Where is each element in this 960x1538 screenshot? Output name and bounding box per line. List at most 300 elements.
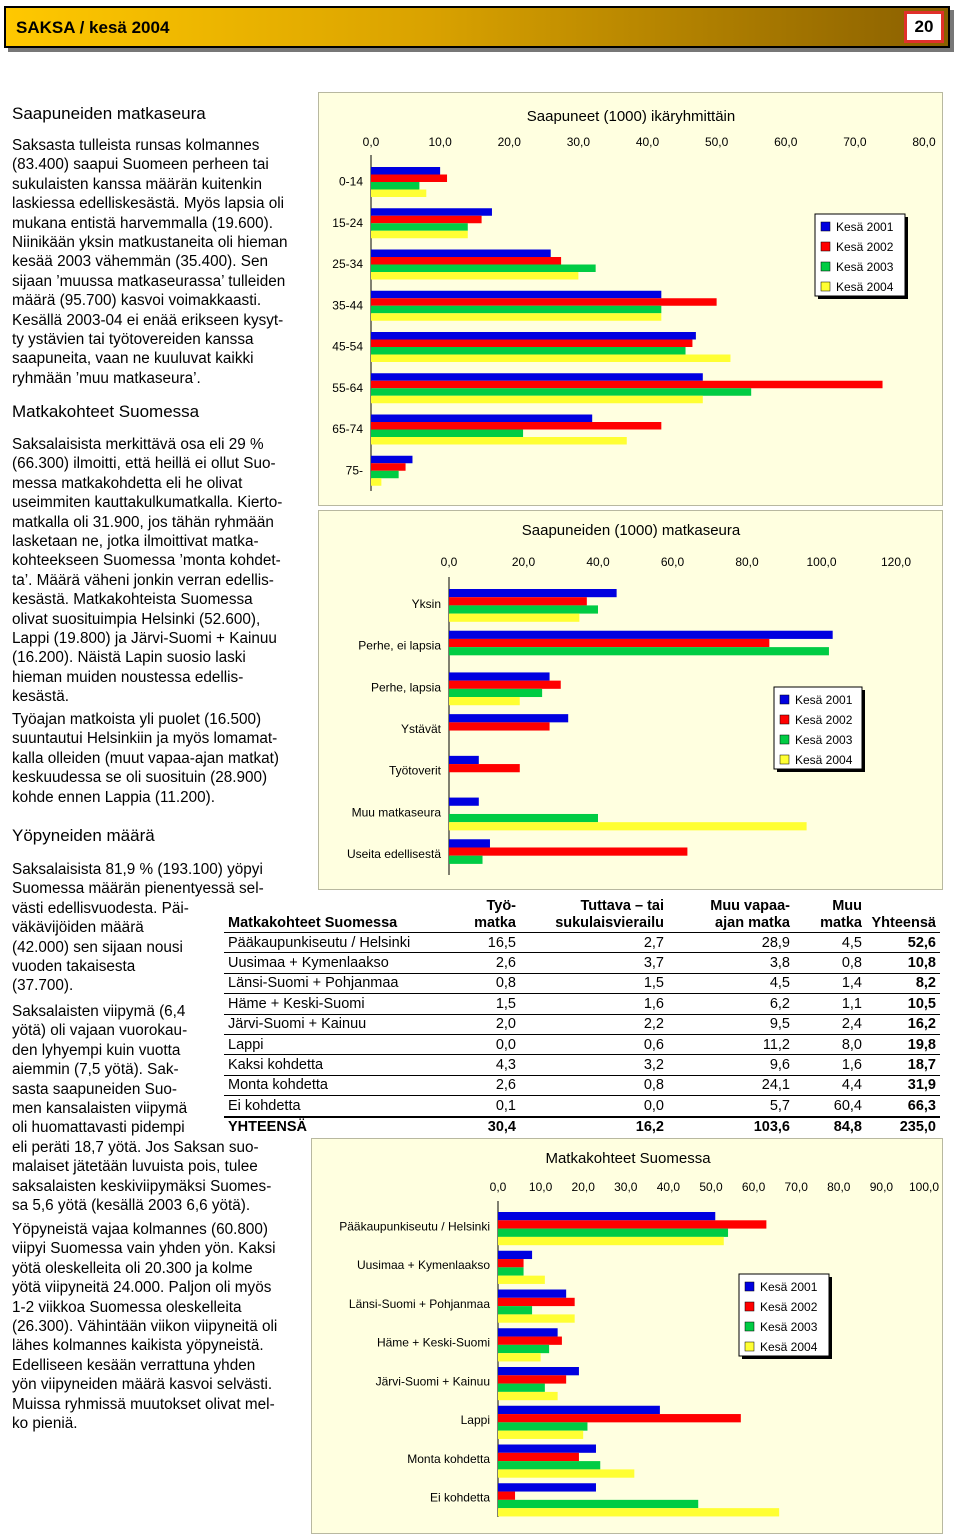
table-cell: 9,5: [668, 1014, 794, 1034]
x-tick-label: 0,0: [489, 1180, 507, 1194]
text-line: Saksalaisista merkittävä osa eli 29 %: [12, 436, 264, 453]
x-tick-label: 20,0: [497, 135, 521, 149]
bar: [498, 1461, 600, 1469]
x-tick-label: 10,0: [428, 135, 452, 149]
bar: [371, 306, 661, 314]
bar: [449, 672, 550, 680]
table-cell: 52,6: [866, 933, 940, 953]
text-yopyneet-viipyma: [12, 1220, 277, 1433]
table-row: [224, 973, 940, 993]
text-line: eli peräti 18,7 yötä. Jos Saksan suo-: [12, 1138, 259, 1156]
table-cell: 10,5: [866, 994, 940, 1014]
text-line: (66.300) ilmoitti, että heillä ei ollut Suo-: [12, 455, 276, 473]
bar: [371, 456, 412, 464]
table-cell: 8,2: [866, 973, 940, 993]
text-line: lähes kolmannes kaikista yöpyneistä.: [12, 1337, 264, 1355]
table-cell: 0,8: [432, 973, 520, 993]
text-line: ko pieniä.: [12, 1415, 78, 1433]
x-tick-label: 0,0: [440, 555, 458, 569]
text-line: Saksasta tulleista runsas kolmannes: [12, 137, 260, 154]
x-tick-label: 40,0: [656, 1180, 681, 1194]
table-cell: 0,6: [520, 1034, 668, 1054]
category-label: 35-44: [332, 298, 363, 313]
legend: [774, 687, 865, 772]
table-cell: 3,7: [520, 953, 668, 973]
bar: [371, 231, 468, 239]
table-cell: 2,2: [520, 1014, 668, 1034]
x-tick-label: 20,0: [511, 555, 536, 569]
text-line: sukulaisten kanssa määrän kuitenkin: [12, 175, 262, 193]
bar: [371, 347, 686, 355]
category-label: Länsi-Suomi + Pohjanmaa: [348, 1296, 490, 1311]
text-line: lasketaan ne, jotka ilmoittivat matka-: [12, 533, 259, 551]
header-title: SAKSA / kesä 2004: [16, 18, 170, 37]
table-row: [224, 994, 940, 1014]
text-line: ta’. Määrä väheni jonkin verran edellis-: [12, 571, 274, 589]
text-line: määrä (95.700) kasvoi voimakkaasti.: [12, 292, 262, 310]
text-line: (16.200). Näistä Lapin suosio laski: [12, 649, 246, 667]
text-line: olivat suosituimpia Helsinki (52.600),: [12, 610, 261, 628]
table-row: [224, 1034, 940, 1054]
text-line: västi edellisvuodesta. Päi-: [12, 899, 189, 917]
legend-shadow: [905, 217, 908, 299]
category-label: Häme + Keski-Suomi: [376, 1335, 490, 1350]
x-tick-label: 80,0: [827, 1180, 851, 1194]
text-line: yötä oleskelleita oli 20.300 ja kolme: [12, 1259, 253, 1277]
page-number: 20: [904, 11, 944, 43]
table-cell: 4,5: [668, 973, 794, 993]
table-row: [224, 933, 940, 953]
legend-swatch: [821, 282, 830, 291]
bar: [371, 422, 661, 430]
table-cell: 1,6: [794, 1055, 866, 1075]
text-line: kohde ennen Lappia (11.200).: [12, 788, 215, 806]
legend: [739, 1274, 832, 1359]
bar: [371, 478, 381, 486]
text-line: viipyi Suomessa vain yhden yön. Kaksi: [12, 1240, 276, 1258]
text-line: yötä) oli vajaan vuorokau-: [12, 1022, 188, 1040]
bar: [449, 856, 483, 864]
bar: [498, 1290, 566, 1298]
legend-label: Kesä 2001: [795, 693, 853, 707]
text-line: useimmiten kauttakulkumatkalla. Kierto-: [12, 494, 283, 512]
bar: [449, 722, 550, 730]
text-line: Edelliseen kesään verrattuna yhden: [12, 1356, 256, 1374]
text-line: (37.700).: [12, 977, 74, 995]
text-line: hieman muiden noustessa edellis-: [12, 668, 244, 686]
text-line: kesää 2003 vähemmän (35.400). Sen: [12, 253, 268, 271]
table-cell: 4,5: [794, 933, 866, 953]
legend-shadow: [829, 1277, 832, 1359]
text-tyoajan-matkat: [12, 710, 279, 807]
table-cell: 1,4: [794, 973, 866, 993]
table-cell: 31,9: [866, 1075, 940, 1095]
text-line: 1-2 viikkoa Suomessa oleskelleita: [12, 1298, 242, 1316]
bar: [371, 257, 561, 265]
text-line: sasta saapuneiden Suo-: [12, 1080, 177, 1098]
table-cell: 24,1: [668, 1075, 794, 1095]
text-line: keskuudessa se oli suosituin (28.900): [12, 769, 268, 787]
table-header-cell: Muu matka: [820, 898, 862, 931]
text-line: ryhmään ’muu matkaseura’.: [12, 369, 201, 387]
legend-label: Kesä 2004: [760, 1340, 818, 1354]
text-line: Lappi (19.800) ja Järvi-Suomi + Kainuu: [12, 630, 277, 648]
bar: [449, 614, 579, 622]
x-tick-label: 0,0: [362, 135, 380, 149]
table-cell: Kaksi kohdetta: [224, 1055, 432, 1075]
table-cell: YHTEENSÄ: [224, 1117, 432, 1137]
bar: [449, 647, 829, 655]
category-label: Perhe, lapsia: [370, 680, 441, 695]
bar: [498, 1445, 596, 1453]
bar: [449, 756, 479, 764]
matkakohteet-table: [224, 898, 940, 1137]
legend-label: Kesä 2004: [836, 280, 894, 294]
bar: [371, 216, 482, 224]
x-tick-label: 40,0: [635, 135, 660, 149]
table-cell: 0,8: [794, 953, 866, 973]
table-cell: 30,4: [432, 1117, 520, 1137]
text-line: (83.400) saapui Suomeen perheen tai: [12, 156, 269, 174]
x-tick-label: 10,0: [528, 1180, 553, 1194]
legend-label: Kesä 2001: [760, 1280, 818, 1294]
bar: [498, 1251, 532, 1259]
table-cell: 2,7: [520, 933, 668, 953]
legend-shadow: [742, 1356, 832, 1359]
bar: [371, 381, 883, 389]
bar: [449, 798, 479, 806]
x-tick-label: 50,0: [704, 135, 729, 149]
bar: [371, 208, 492, 216]
x-tick-label: 30,0: [614, 1180, 638, 1194]
bar: [498, 1259, 524, 1267]
category-label: Lappi: [460, 1413, 490, 1428]
x-tick-label: 100,0: [908, 1180, 940, 1194]
bar: [449, 847, 687, 855]
bar: [498, 1212, 715, 1220]
legend-swatch: [780, 695, 789, 704]
chart-matkakohteet-svg: [312, 1139, 942, 1533]
bar: [498, 1306, 532, 1314]
bar: [371, 291, 661, 299]
bar: [498, 1229, 728, 1237]
bar: [371, 471, 399, 479]
x-tick-label: 120,0: [880, 555, 912, 569]
table-header-cell: Yhteensä: [871, 915, 936, 931]
table-cell: 2,0: [432, 1014, 520, 1034]
legend-swatch: [780, 755, 789, 764]
table-row: [224, 1075, 940, 1095]
category-label: 0-14: [338, 174, 363, 189]
legend-label: Kesä 2001: [836, 220, 894, 234]
x-tick-label: 50,0: [699, 1180, 723, 1194]
bar: [449, 689, 542, 697]
bar: [371, 355, 730, 363]
table-row: [224, 1055, 940, 1075]
heading-matkaseura: Saapuneiden matkaseura: [12, 104, 206, 123]
bar: [371, 167, 440, 175]
bar: [498, 1392, 558, 1400]
table-cell: 3,8: [668, 953, 794, 973]
bar: [449, 605, 598, 613]
x-tick-label: 40,0: [586, 555, 610, 569]
bar: [498, 1337, 562, 1345]
table-row: [224, 1096, 940, 1117]
table-cell: Häme + Keski-Suomi: [224, 994, 432, 1014]
chart-matkaseura-svg: [319, 511, 942, 889]
category-label: 45-54: [332, 339, 363, 354]
text-line: ty ystävien tai työtovereiden kanssa: [12, 331, 254, 349]
chart-ikaryhmat: [318, 92, 943, 506]
legend-swatch: [745, 1302, 754, 1311]
table-cell: Lappi: [224, 1034, 432, 1054]
bar: [371, 388, 751, 396]
legend-label: Kesä 2003: [760, 1320, 818, 1334]
text-line: Kesällä 2003-04 ei enää erikseen kysyt-: [12, 311, 284, 329]
table-cell: 84,8: [794, 1117, 866, 1137]
x-tick-label: 70,0: [784, 1180, 808, 1194]
bar: [498, 1237, 724, 1245]
table-cell: 235,0: [866, 1117, 940, 1137]
category-label: Perhe, ei lapsia: [358, 638, 441, 653]
x-tick-label: 30,0: [566, 135, 591, 149]
x-tick-label: 100,0: [806, 555, 837, 569]
category-label: Monta kohdetta: [407, 1451, 490, 1466]
bar: [371, 313, 661, 321]
x-tick-label: 60,0: [774, 135, 798, 149]
bar: [449, 631, 833, 639]
category-label: Ei kohdetta: [429, 1490, 490, 1505]
x-tick-label: 20,0: [571, 1180, 595, 1194]
legend-label: Kesä 2002: [760, 1300, 818, 1314]
table-total-row: [224, 1117, 940, 1137]
bar: [371, 463, 406, 471]
bar: [371, 265, 596, 273]
table-cell: Länsi-Suomi + Pohjanmaa: [224, 973, 432, 993]
category-label: Muu matkaseura: [351, 805, 441, 820]
bar: [498, 1453, 579, 1461]
table-cell: 6,2: [668, 994, 794, 1014]
bar: [498, 1406, 660, 1414]
bar: [449, 839, 490, 847]
legend-label: Kesä 2003: [836, 260, 894, 274]
category-label: 65-74: [332, 422, 363, 437]
legend-swatch: [821, 242, 830, 251]
bar: [449, 589, 617, 597]
text-line: kesästä.: [12, 688, 69, 706]
table-cell: 103,6: [668, 1117, 794, 1137]
heading-matkakohteet: Matkakohteet Suomessa: [12, 402, 200, 421]
table-header-cell: Muu vapaa- ajan matka: [710, 898, 790, 931]
table-cell: 5,7: [668, 1096, 794, 1117]
legend-swatch: [780, 735, 789, 744]
bar: [498, 1367, 579, 1375]
table-cell: 18,7: [866, 1055, 940, 1075]
bar: [371, 415, 592, 423]
bar: [449, 597, 587, 605]
category-label: Ystävät: [400, 722, 441, 736]
table-cell: 1,6: [520, 994, 668, 1014]
text-line: (26.300). Vähintään viikon viipyneitä oli: [12, 1318, 278, 1336]
bar: [371, 182, 419, 190]
table-cell: 1,5: [520, 973, 668, 993]
table-cell: 16,5: [432, 933, 520, 953]
text-line: laskiessa edelliskesästä. Myös lapsia oli: [12, 195, 285, 213]
text-line: (42.000) sen sijaan nousi: [12, 938, 183, 956]
bar: [498, 1220, 766, 1228]
text-line: oli huomattavasti pidempi: [12, 1119, 185, 1137]
table-cell: Monta kohdetta: [224, 1075, 432, 1095]
table-cell: 16,2: [520, 1117, 668, 1137]
bar: [371, 223, 468, 231]
bar: [449, 639, 769, 647]
bar: [449, 714, 568, 722]
bar: [498, 1375, 566, 1383]
bar: [449, 814, 598, 822]
bar: [371, 175, 447, 183]
text-line: saksalaisten keskiviipymäksi Suomes-: [12, 1177, 272, 1195]
text-line: Suomessa määrän pienentyessä sel-: [12, 880, 264, 898]
table-row: [224, 953, 940, 973]
text-line: kalla olleiden (muut vapaa-ajan matkat): [12, 749, 279, 767]
x-tick-label: 60,0: [741, 1180, 766, 1194]
category-label: 75-: [345, 463, 363, 478]
legend-swatch: [745, 1322, 754, 1331]
table-row: [224, 1014, 940, 1034]
table-header-cell: Matkakohteet Suomessa: [228, 915, 398, 931]
bar: [449, 764, 520, 772]
text-line: Saksalaisista 81,9 % (193.100) yöpyi: [12, 861, 263, 878]
bar: [371, 332, 696, 340]
bar: [498, 1384, 545, 1392]
category-label: Useita edellisestä: [346, 847, 441, 862]
legend-swatch: [821, 262, 830, 271]
text-line: men kansalaisten viipymä: [12, 1100, 188, 1118]
x-tick-label: 60,0: [660, 555, 685, 569]
bar: [371, 396, 703, 404]
heading-yopyneet: Yöpyneiden määrä: [12, 826, 155, 845]
text-line: vuoden takaisesta: [12, 958, 136, 976]
bar: [498, 1469, 634, 1477]
legend-swatch: [780, 715, 789, 724]
x-tick-label: 80,0: [912, 135, 936, 149]
legend-swatch: [745, 1282, 754, 1291]
legend-shadow: [862, 690, 865, 772]
table-cell: 4,3: [432, 1055, 520, 1075]
table-cell: 2,6: [432, 1075, 520, 1095]
table-header-row: [224, 898, 940, 933]
text-line: den lyhyempi kuin vuotta: [12, 1041, 181, 1059]
table-cell: 0,0: [520, 1096, 668, 1117]
text-line: suuntautui Helsinkiin ja myös lomamat-: [12, 730, 278, 748]
table-cell: 8,0: [794, 1034, 866, 1054]
table-cell: 9,6: [668, 1055, 794, 1075]
chart-ikaryhmat-svg: [319, 93, 942, 505]
table-cell: 66,3: [866, 1096, 940, 1117]
legend: [815, 214, 908, 299]
text-line: malaiset jätetään luvuista pois, tulee: [12, 1158, 258, 1176]
category-label: Järvi-Suomi + Kainuu: [375, 1374, 490, 1389]
bar: [371, 340, 692, 348]
category-label: Pääkaupunkiseutu / Helsinki: [339, 1219, 490, 1234]
category-label: 15-24: [332, 215, 363, 230]
bar: [498, 1298, 575, 1306]
text-line: saapuneita, vaan ne kuuluvat kaikki: [12, 350, 254, 368]
bar: [371, 298, 717, 306]
bar: [498, 1492, 515, 1500]
text-line: Työajan matkoista yli puolet (16.500): [12, 711, 262, 728]
bar: [498, 1353, 541, 1361]
table-header-cell: Tuttava – tai sukulaisvierailu: [555, 898, 664, 931]
table-cell: 1,5: [432, 994, 520, 1014]
bar: [498, 1345, 549, 1353]
x-tick-label: 70,0: [843, 135, 867, 149]
bar: [498, 1483, 596, 1491]
bar: [498, 1422, 587, 1430]
table-cell: 2,6: [432, 953, 520, 973]
bar: [498, 1328, 558, 1336]
table-cell: 19,8: [866, 1034, 940, 1054]
bar: [371, 250, 551, 258]
table-cell: 4,4: [794, 1075, 866, 1095]
table-cell: 0,0: [432, 1034, 520, 1054]
text-line: mukana entistä harvemmalla (19.600).: [12, 214, 274, 232]
chart-matkakohteet: [311, 1138, 943, 1534]
table-cell: Ei kohdetta: [224, 1096, 432, 1117]
text-line: Muissa ryhmissä muutokset olivat mel-: [12, 1395, 275, 1413]
table-cell: 2,4: [794, 1014, 866, 1034]
legend-swatch: [745, 1342, 754, 1351]
legend-label: Kesä 2002: [795, 713, 853, 727]
text-line: Yöpyneistä vajaa kolmannes (60.800): [12, 1221, 268, 1238]
category-label: Uusimaa + Kymenlaakso: [356, 1258, 490, 1273]
chart-title: Saapuneiden (1000) matkaseura: [521, 522, 741, 539]
bar: [498, 1508, 779, 1516]
table-cell: 10,8: [866, 953, 940, 973]
table-cell: 0,1: [432, 1096, 520, 1117]
category-label: 25-34: [332, 257, 363, 272]
bar: [498, 1431, 583, 1439]
legend-label: Kesä 2003: [795, 733, 853, 747]
table-cell: 1,1: [794, 994, 866, 1014]
chart-matkaseura: [318, 510, 943, 890]
text-line: yötä viipyneitä 24.000. Paljon oli myös: [12, 1279, 272, 1297]
table-cell: 11,2: [668, 1034, 794, 1054]
bar: [449, 822, 807, 830]
text-line: Saksalaisten viipymä (6,4: [12, 1003, 186, 1020]
table-cell: 3,2: [520, 1055, 668, 1075]
category-label: 55-64: [332, 380, 363, 395]
bar: [498, 1267, 524, 1275]
legend-swatch: [821, 222, 830, 231]
bar: [371, 373, 703, 381]
legend-label: Kesä 2002: [836, 240, 894, 254]
bar: [449, 681, 561, 689]
text-line: messa matkakohdetta eli he olivat: [12, 474, 243, 492]
x-tick-label: 90,0: [869, 1180, 894, 1194]
bar: [498, 1500, 698, 1508]
chart-title: Matkakohteet Suomessa: [545, 1150, 711, 1167]
bar: [371, 437, 627, 445]
legend-label: Kesä 2004: [795, 753, 853, 767]
chart-title: Saapuneet (1000) ikäryhmittäin: [526, 108, 736, 125]
text-line: väkävijöiden määrä: [12, 919, 144, 937]
table-cell: 60,4: [794, 1096, 866, 1117]
bar: [498, 1414, 741, 1422]
bar: [498, 1276, 545, 1284]
table-cell: Järvi-Suomi + Kainuu: [224, 1014, 432, 1034]
bar: [371, 190, 426, 198]
